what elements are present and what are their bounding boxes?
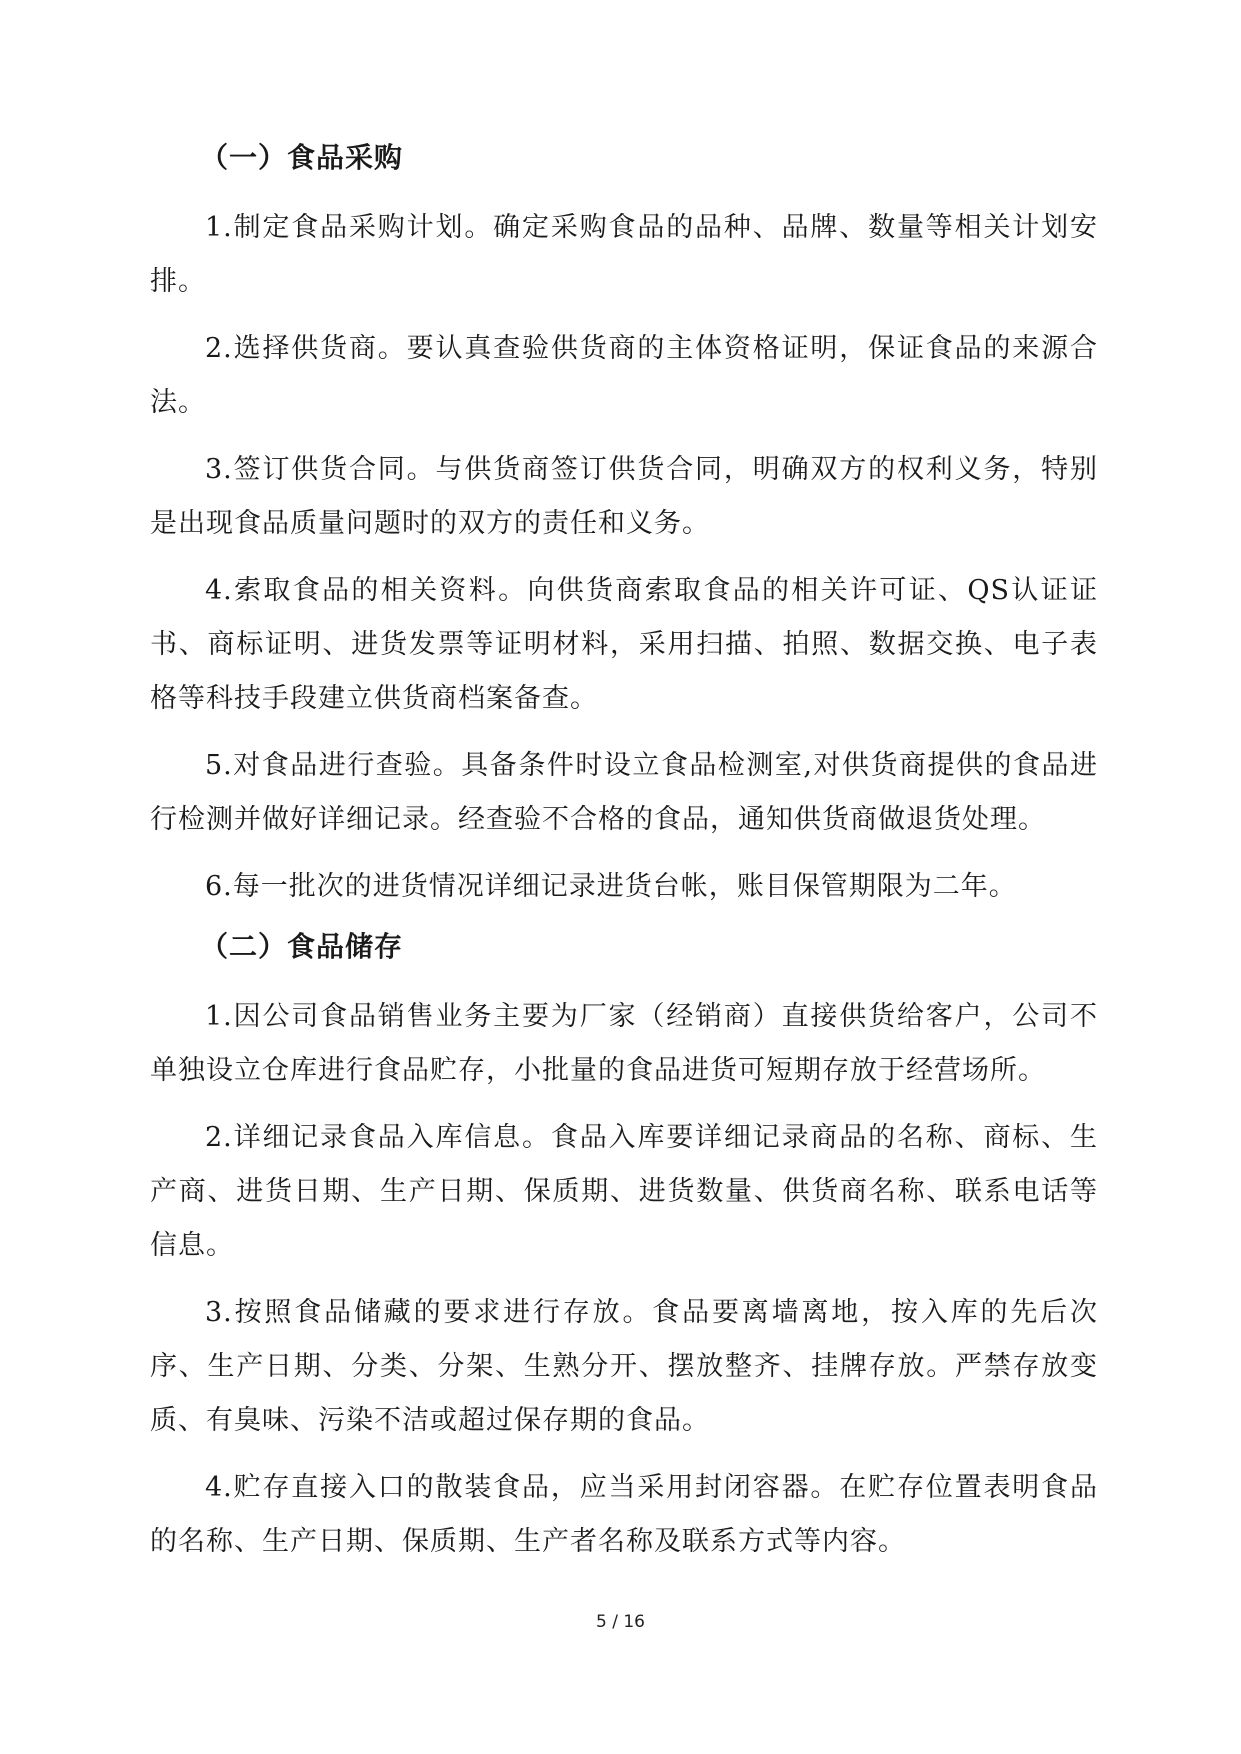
paragraph: 6.每一批次的进货情况详细记录进货台帐，账目保管期限为二年。 bbox=[205, 871, 1017, 902]
section-heading: （一）食品采购 bbox=[200, 141, 404, 174]
paragraph: 1.制定食品采购计划。确定采购食品的品种、品牌、数量等相关计划安排。 bbox=[150, 212, 1098, 297]
document-body bbox=[150, 138, 1098, 1582]
page-number: 5 / 16 bbox=[596, 1612, 645, 1632]
section-food-procurement bbox=[150, 138, 1098, 914]
paragraph: 1.因公司食品销售业务主要为厂家（经销商）直接供货给客户，公司不单独设立仓库进行食品贮存，小批量的食品进货可短期存放于经营场所。 bbox=[150, 1001, 1098, 1086]
section-heading: （二）食品储存 bbox=[200, 930, 404, 963]
paragraph: 3.按照食品储藏的要求进行存放。食品要离墙离地，按入库的先后次序、生产日期、分类、分架、生熟分开、摆放整齐、挂牌存放。严禁存放变质、有臭味、污染不洁或超过保存期的食品。 bbox=[150, 1297, 1098, 1436]
paragraph: 4.贮存直接入口的散装食品，应当采用封闭容器。在贮存位置表明食品的名称、生产日期、保质期、生产者名称及联系方式等内容。 bbox=[150, 1472, 1098, 1557]
paragraph: 3.签订供货合同。与供货商签订供货合同，明确双方的权利义务，特别是出现食品质量问题时的双方的责任和义务。 bbox=[150, 454, 1098, 539]
section-food-storage bbox=[150, 927, 1098, 1569]
paragraph: 5.对食品进行查验。具备条件时设立食品检测室,对供货商提供的食品进行检测并做好详细记录。经查验不合格的食品，通知供货商做退货处理。 bbox=[150, 750, 1098, 835]
paragraph: 4.索取食品的相关资料。向供货商索取食品的相关许可证、QS认证证书、商标证明、进货发票等证明材料，采用扫描、拍照、数据交换、电子表格等科技手段建立供货商档案备查。 bbox=[150, 575, 1098, 714]
paragraph: 2.选择供货商。要认真查验供货商的主体资格证明，保证食品的来源合法。 bbox=[150, 333, 1098, 418]
paragraph: 2.详细记录食品入库信息。食品入库要详细记录商品的名称、商标、生产商、进货日期、生产日期、保质期、进货数量、供货商名称、联系电话等信息。 bbox=[150, 1122, 1098, 1261]
